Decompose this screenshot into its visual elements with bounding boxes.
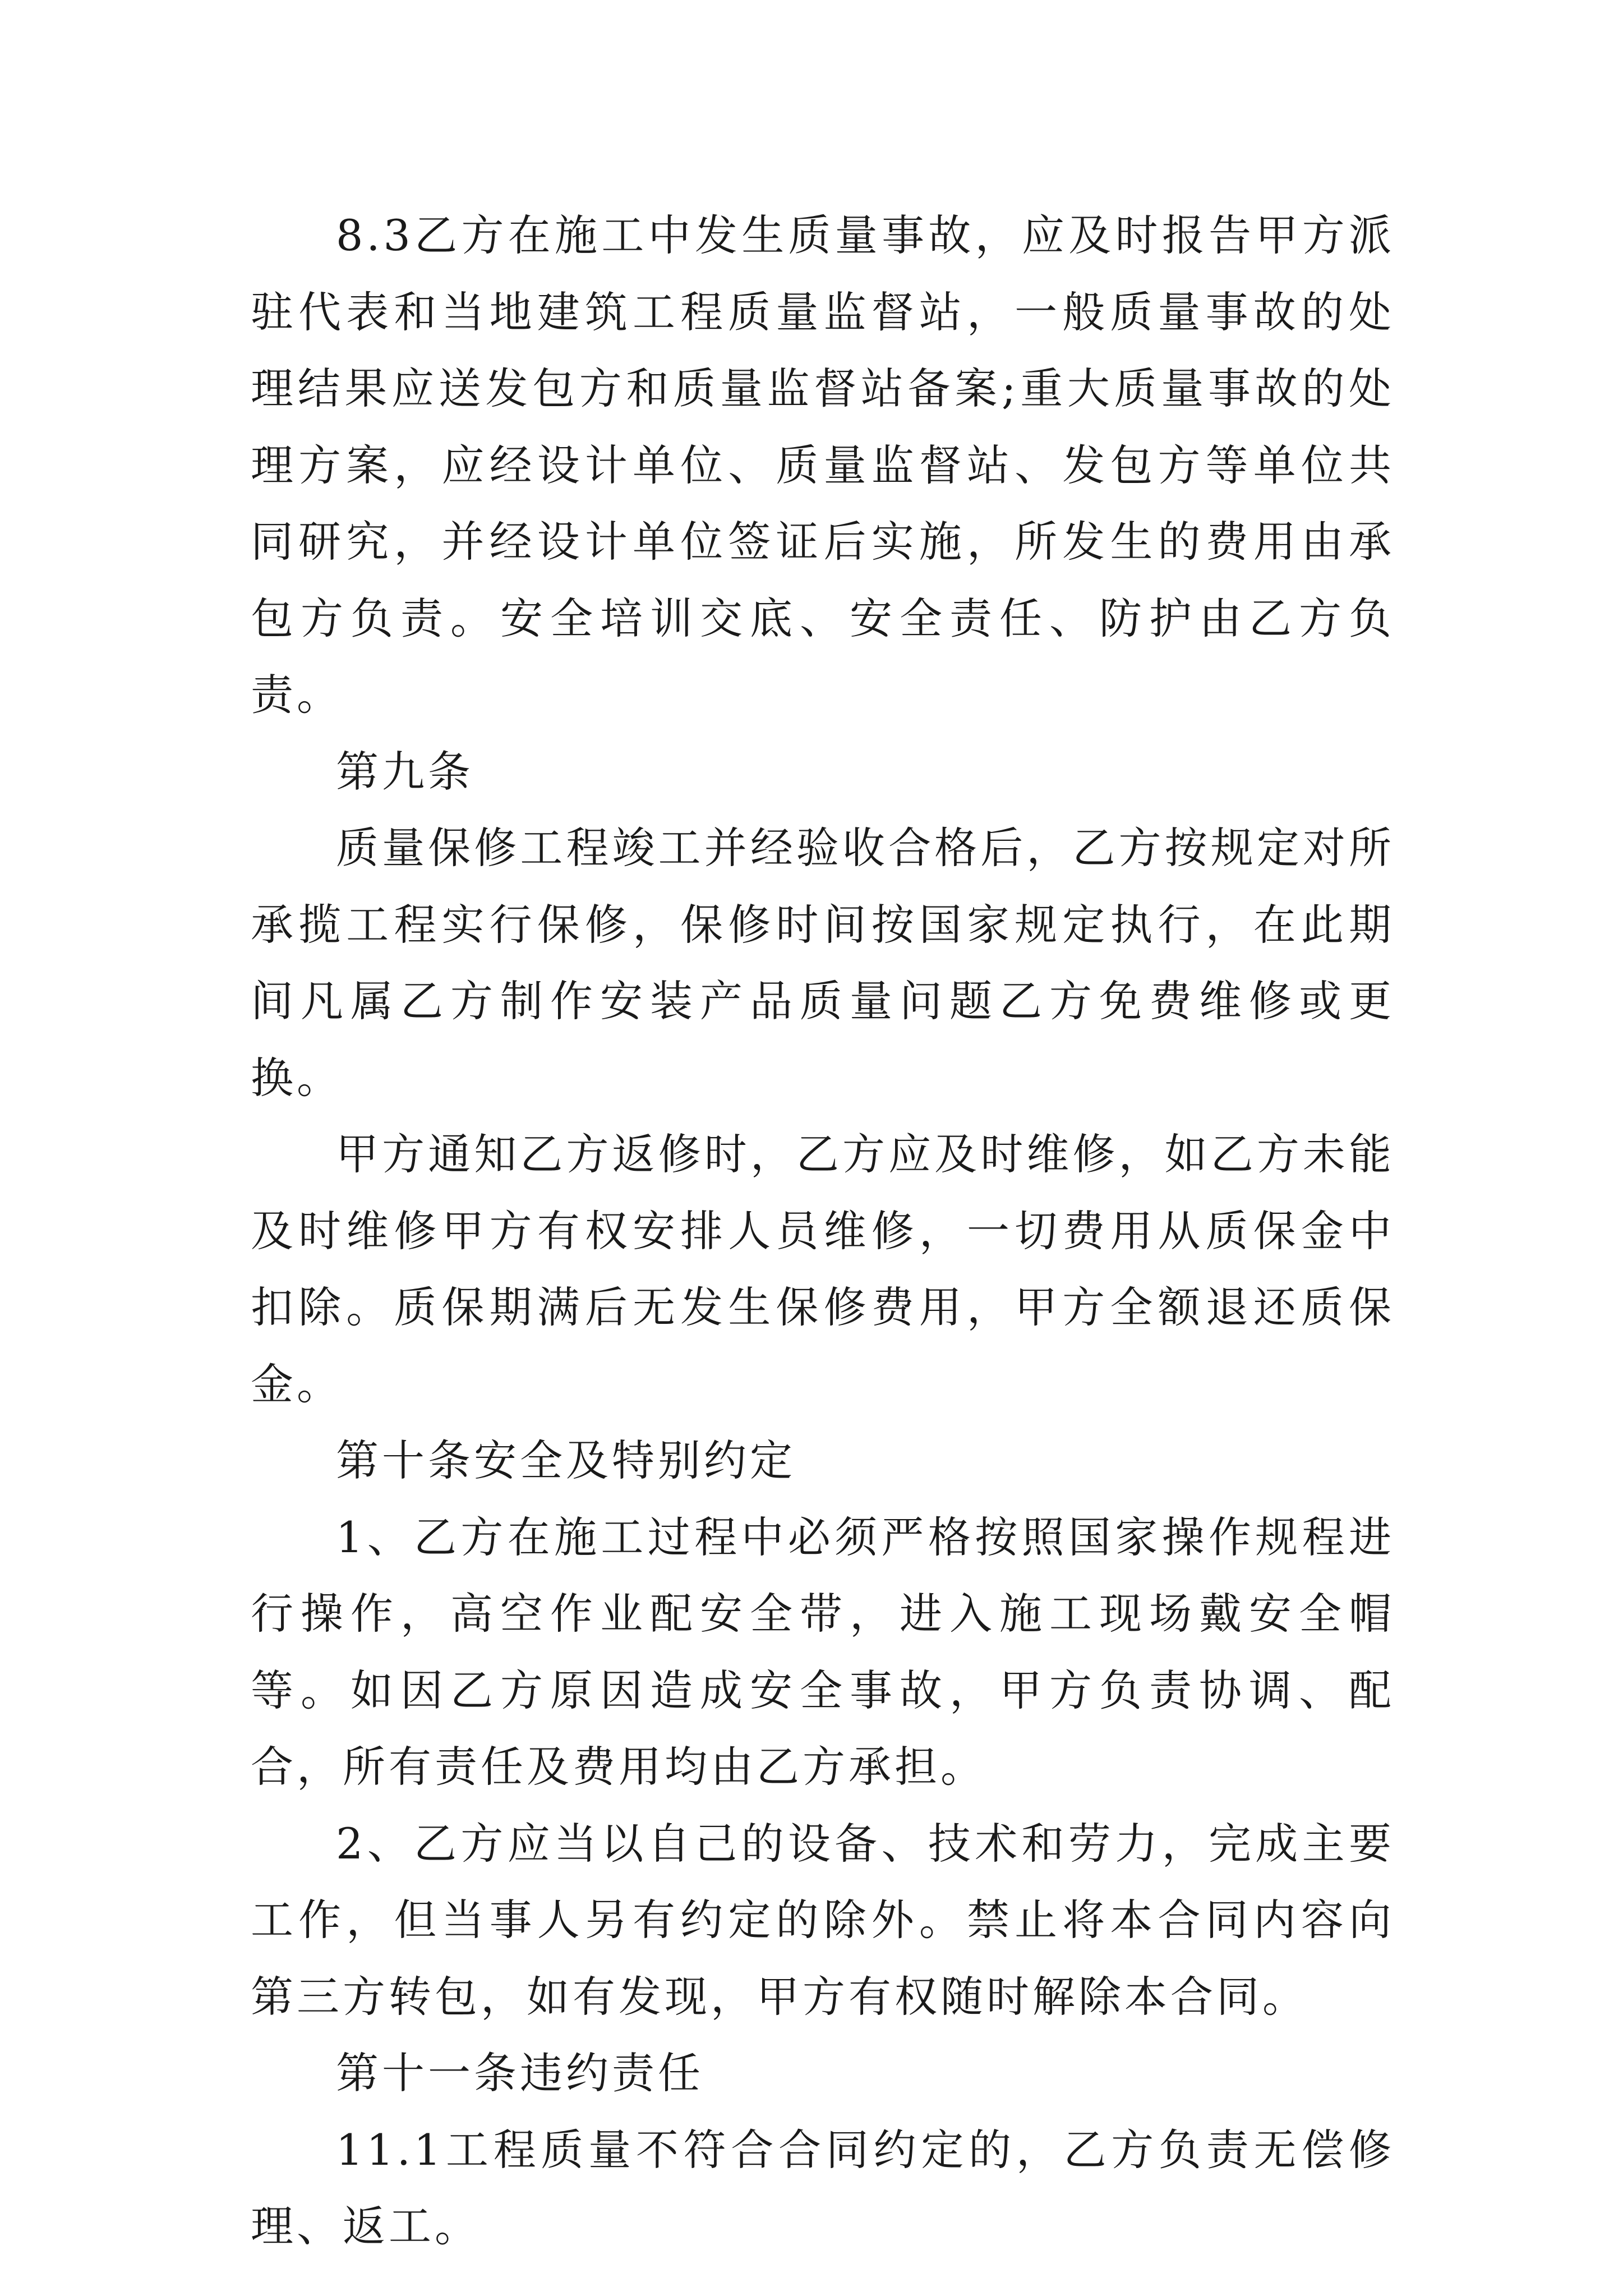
heading-article-9: 第九条 xyxy=(336,746,474,797)
paragraph-10-1-safety: 1、乙方在施工过程中必须严格按照国家操作规程进行操作，高空作业配安全带，进入施工现场戴安全帽等。如因乙方原因造成安全事故，甲方负责协调、配合，所有责任及费用均由乙方承担。 xyxy=(251,1512,1395,1792)
paragraph-8-3-quality-accident: 8.3乙方在施工中发生质量事故，应及时报告甲方派驻代表和当地建筑工程质量监督站，一般质量事故的处理结果应送发包方和质量监督站备案;重大质量事故的处理方案，应经设计单位、质量监督站、发包方等单位共同研究，并经设计单位签证后实施，所发生的费用由承包方负责。安全培训交底、安全责任、防护由乙方负责。 xyxy=(251,210,1395,720)
paragraph-11-1-quality-liability: 11.1工程质量不符合合同约定的，乙方负责无偿修理、返工。 xyxy=(251,2124,1395,2251)
document-body xyxy=(251,197,1395,2265)
paragraph-10-2-subcontract: 2、乙方应当以自己的设备、技术和劳力，完成主要工作，但当事人另有约定的除外。禁止将本合同内容向第三方转包，如有发现，甲方有权随时解除本合同。 xyxy=(251,1818,1395,2022)
paragraph-warranty: 质量保修工程竣工并经验收合格后，乙方按规定对所承揽工程实行保修，保修时间按国家规定执行，在此期间凡属乙方制作安装产品质量问题乙方免费维修或更换。 xyxy=(251,823,1395,1103)
heading-article-10: 第十条安全及特别约定 xyxy=(336,1435,796,1485)
heading-article-11: 第十一条违约责任 xyxy=(336,2048,704,2098)
paragraph-repair-notice: 甲方通知乙方返修时，乙方应及时维修，如乙方未能及时维修甲方有权安排人员维修，一切费用从质保金中扣除。质保期满后无发生保修费用，甲方全额退还质保金。 xyxy=(251,1129,1395,1409)
